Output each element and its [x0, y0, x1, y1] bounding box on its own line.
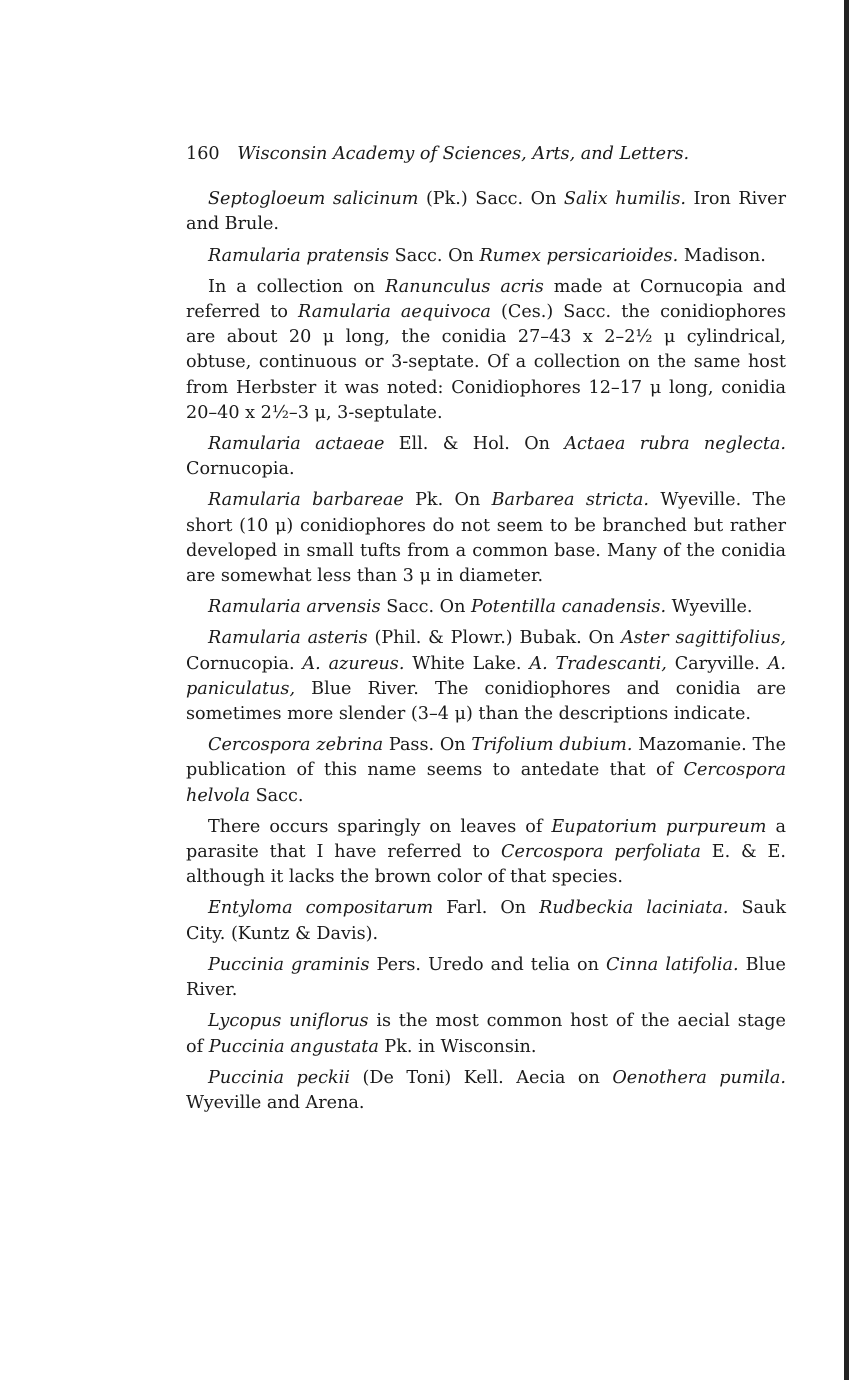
text-run: (De Toni) Kell. Aecia on [349, 1067, 613, 1088]
italic-run: A. azureus. [302, 653, 405, 674]
italic-run: Ramularia actaeae [208, 434, 385, 455]
italic-run: Ramularia barbareae [208, 490, 404, 511]
italic-run: Salix humilis. [563, 189, 687, 210]
italic-run: Cercospora zebrina [208, 735, 384, 756]
italic-run: Trifolium dubium. [471, 735, 633, 756]
italic-run: Puccinia peckii [208, 1067, 350, 1088]
italic-run: Barbarea stricta. [491, 490, 649, 511]
page-body [186, 142, 786, 1122]
text-run: is the most common host of the aecial stage of [186, 1011, 786, 1057]
italic-run: Cercospora helvola [186, 760, 786, 806]
italic-run: Ramularia asteris [208, 628, 368, 649]
text-run: a parasite that I have referred to [186, 816, 786, 863]
paragraph [186, 733, 786, 809]
text-run: Sacc. On [380, 597, 472, 618]
paragraph [186, 1066, 786, 1116]
text-run: Sauk City. (Kuntz & Davis). [186, 898, 786, 944]
paragraph [186, 488, 786, 589]
italic-run: Oenothera pumila. [612, 1067, 786, 1088]
text-run: Farl. On [433, 898, 540, 919]
italic-run: A. paniculatus, [186, 653, 786, 699]
text-run: Madison. [678, 245, 766, 266]
text-run: Wyeville and Arena. [186, 1092, 365, 1113]
paragraph [186, 187, 786, 237]
paragraph [186, 244, 786, 269]
text-run: Mazomanie. The publication of this name seems to antedate that of [186, 735, 786, 781]
text-run: Wyeville. [666, 597, 753, 618]
italic-run: Cinna latifolia. [606, 954, 739, 975]
text-run: made at Cornucopia and referred to [186, 276, 787, 323]
paragraph [186, 896, 786, 946]
paragraph [186, 275, 786, 426]
text-run: (Ces.) Sacc. the conidiophores are about 20 μ long, the conidia 27–43 x 2–2½ μ cylindrical, obtuse, continuous or 3-septate. Of a collection on the same host from Herbster it was noted: Conidiophores 12–17 μ long, conidia 20–40 x 2½–3 μ, 3-septulate. [186, 302, 787, 423]
paragraph [186, 626, 786, 727]
italic-run: Ranunculus acris [385, 276, 544, 297]
text-run: Pk. in Wisconsin. [378, 1036, 537, 1057]
italic-run: Aster sagittifolius, [621, 628, 786, 649]
text-run: In a collection on [208, 276, 386, 297]
text-run: Iron River and Brule. [186, 189, 786, 235]
page-number: 160 [186, 144, 220, 164]
text-run: (Phil. & Plowr.) Bubak. On [367, 628, 622, 649]
paragraph [186, 1009, 786, 1059]
paragraph [186, 595, 786, 620]
paragraph [186, 432, 786, 482]
text-run: Cornucopia. [186, 653, 303, 674]
paragraph [186, 815, 786, 891]
italic-run: Ramularia arvensis [208, 597, 381, 618]
journal-title: Wisconsin Academy of Sciences, Arts, and Letters. [237, 144, 690, 164]
text-run: Wyeville. The short (10 μ) conidiophores do not seem to be branched but rather developed in small tufts from a common base. Many of the conidia are somewhat less than 3 μ in diameter. [186, 490, 786, 587]
italic-run: Cercospora perfoliata [500, 842, 701, 863]
italic-run: Rumex persicarioides. [479, 245, 679, 266]
text-run: Pass. On [383, 735, 472, 756]
scan-edge [844, 0, 849, 1380]
text-run: Cornucopia. [186, 459, 295, 480]
italic-run: Puccinia angustata [208, 1036, 379, 1057]
italic-run: Potentilla canadensis. [471, 597, 667, 618]
text-run: Sacc. [250, 785, 304, 806]
italic-run: Lycopus uniflorus [208, 1011, 369, 1032]
italic-run: Septogloeum salicinum [208, 189, 419, 210]
italic-run: Ramularia pratensis [208, 245, 390, 266]
text-run: Caryville. [666, 653, 768, 674]
text-run: Blue River. The conidiophores and conidia are sometimes more slender (3–4 μ) than the descriptions indicate. [186, 678, 786, 725]
italic-run: Entyloma compositarum [208, 898, 434, 919]
running-header [186, 142, 786, 167]
text-run: Sacc. On [389, 245, 480, 266]
italic-run: Actaea rubra neglecta. [564, 434, 786, 455]
text-run: Ell. & Hol. On [384, 434, 565, 455]
paragraph [186, 953, 786, 1003]
text-run: E. & E. although it lacks the brown color of that species. [186, 842, 786, 888]
italic-run: A. Tradescanti, [529, 653, 667, 674]
italic-run: Ramularia aequivoca [298, 302, 491, 323]
italic-run: Rudbeckia laciniata. [539, 898, 729, 919]
text-run: Pers. Uredo and telia on [369, 954, 607, 975]
text-run: (Pk.) Sacc. On [418, 189, 564, 210]
italic-run: Puccinia graminis [208, 954, 370, 975]
text-run: Blue River. [186, 954, 786, 1001]
text-body [186, 187, 786, 1116]
italic-run: Eupatorium purpureum [551, 816, 767, 837]
text-run: White Lake. [404, 653, 530, 674]
text-run: There occurs sparingly on leaves of [208, 816, 552, 837]
text-run: Pk. On [403, 490, 492, 511]
